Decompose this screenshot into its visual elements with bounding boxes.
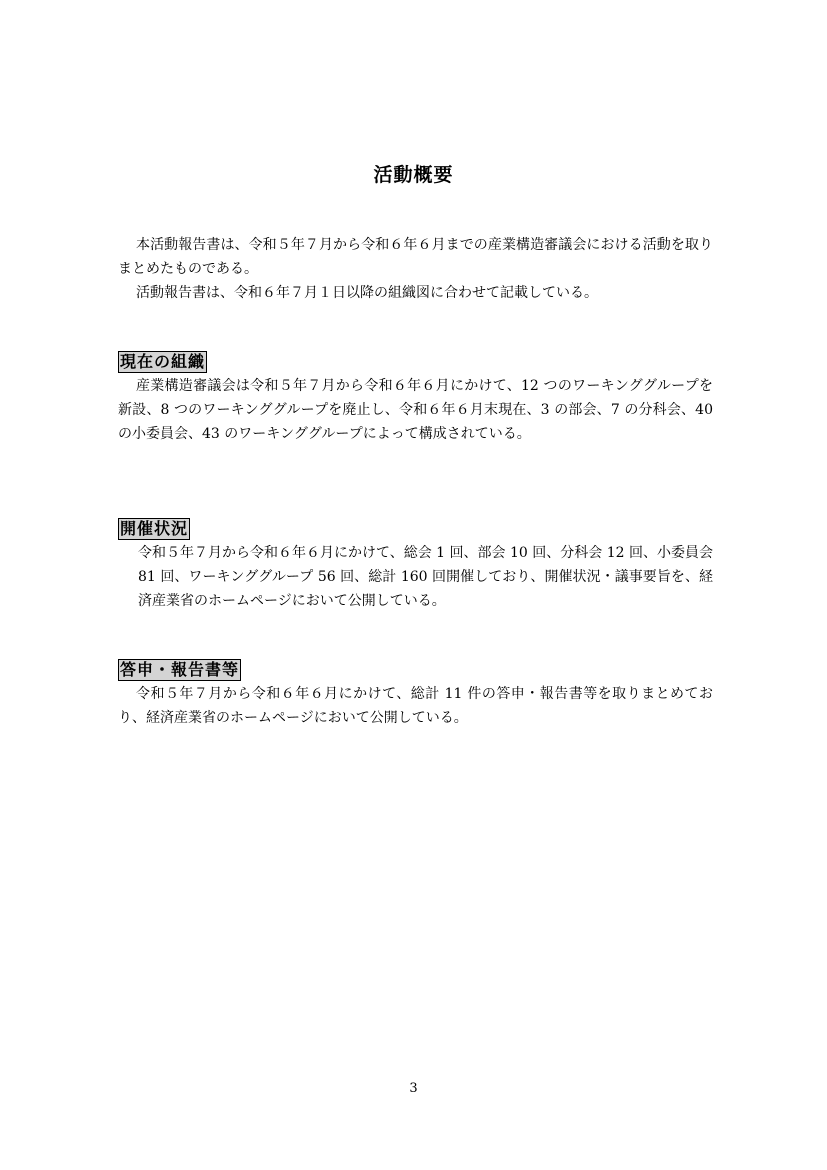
intro-paragraph-2: 活動報告書は、令和６年７月１日以降の組織図に合わせて記載している。 <box>136 285 598 301</box>
section-heading-reports: 答申・報告書等 <box>120 660 240 679</box>
section-body-reports: 令和５年７月から令和６年６月にかけて、総計 11 件の答申・報告書等を取りまとめており、経済産業省のホームページにおいて公開している。 <box>118 686 713 726</box>
section-heading-organization: 現在の組織 <box>120 352 206 371</box>
section-body-organization: 産業構造審議会は令和５年７月から令和６年６月にかけて、12 つのワーキンググループを新設、8 つのワーキンググループを廃止し、令和６年６月末現在、3 の部会、7 の分科会、40 の小委員会、43 のワーキンググループによって構成されている。 <box>118 378 713 442</box>
section-heading-meetings: 開催状況 <box>120 519 189 538</box>
intro-paragraph-1: 本活動報告書は、令和５年７月から令和６年６月までの産業構造審議会における活動を取りまとめたものである。 <box>118 237 713 277</box>
page-title: 活動概要 <box>373 164 454 186</box>
section-body-meetings: 令和５年７月から令和６年６月にかけて、総会 1 回、部会 10 回、分科会 12 回、小委員会 81 回、ワーキンググループ 56 回、総計 160 回開催しており、開催状況・議事要旨を、経済産業省のホームページにおいて公開している。 <box>138 545 713 609</box>
page-number: 3 <box>409 1081 418 1096</box>
